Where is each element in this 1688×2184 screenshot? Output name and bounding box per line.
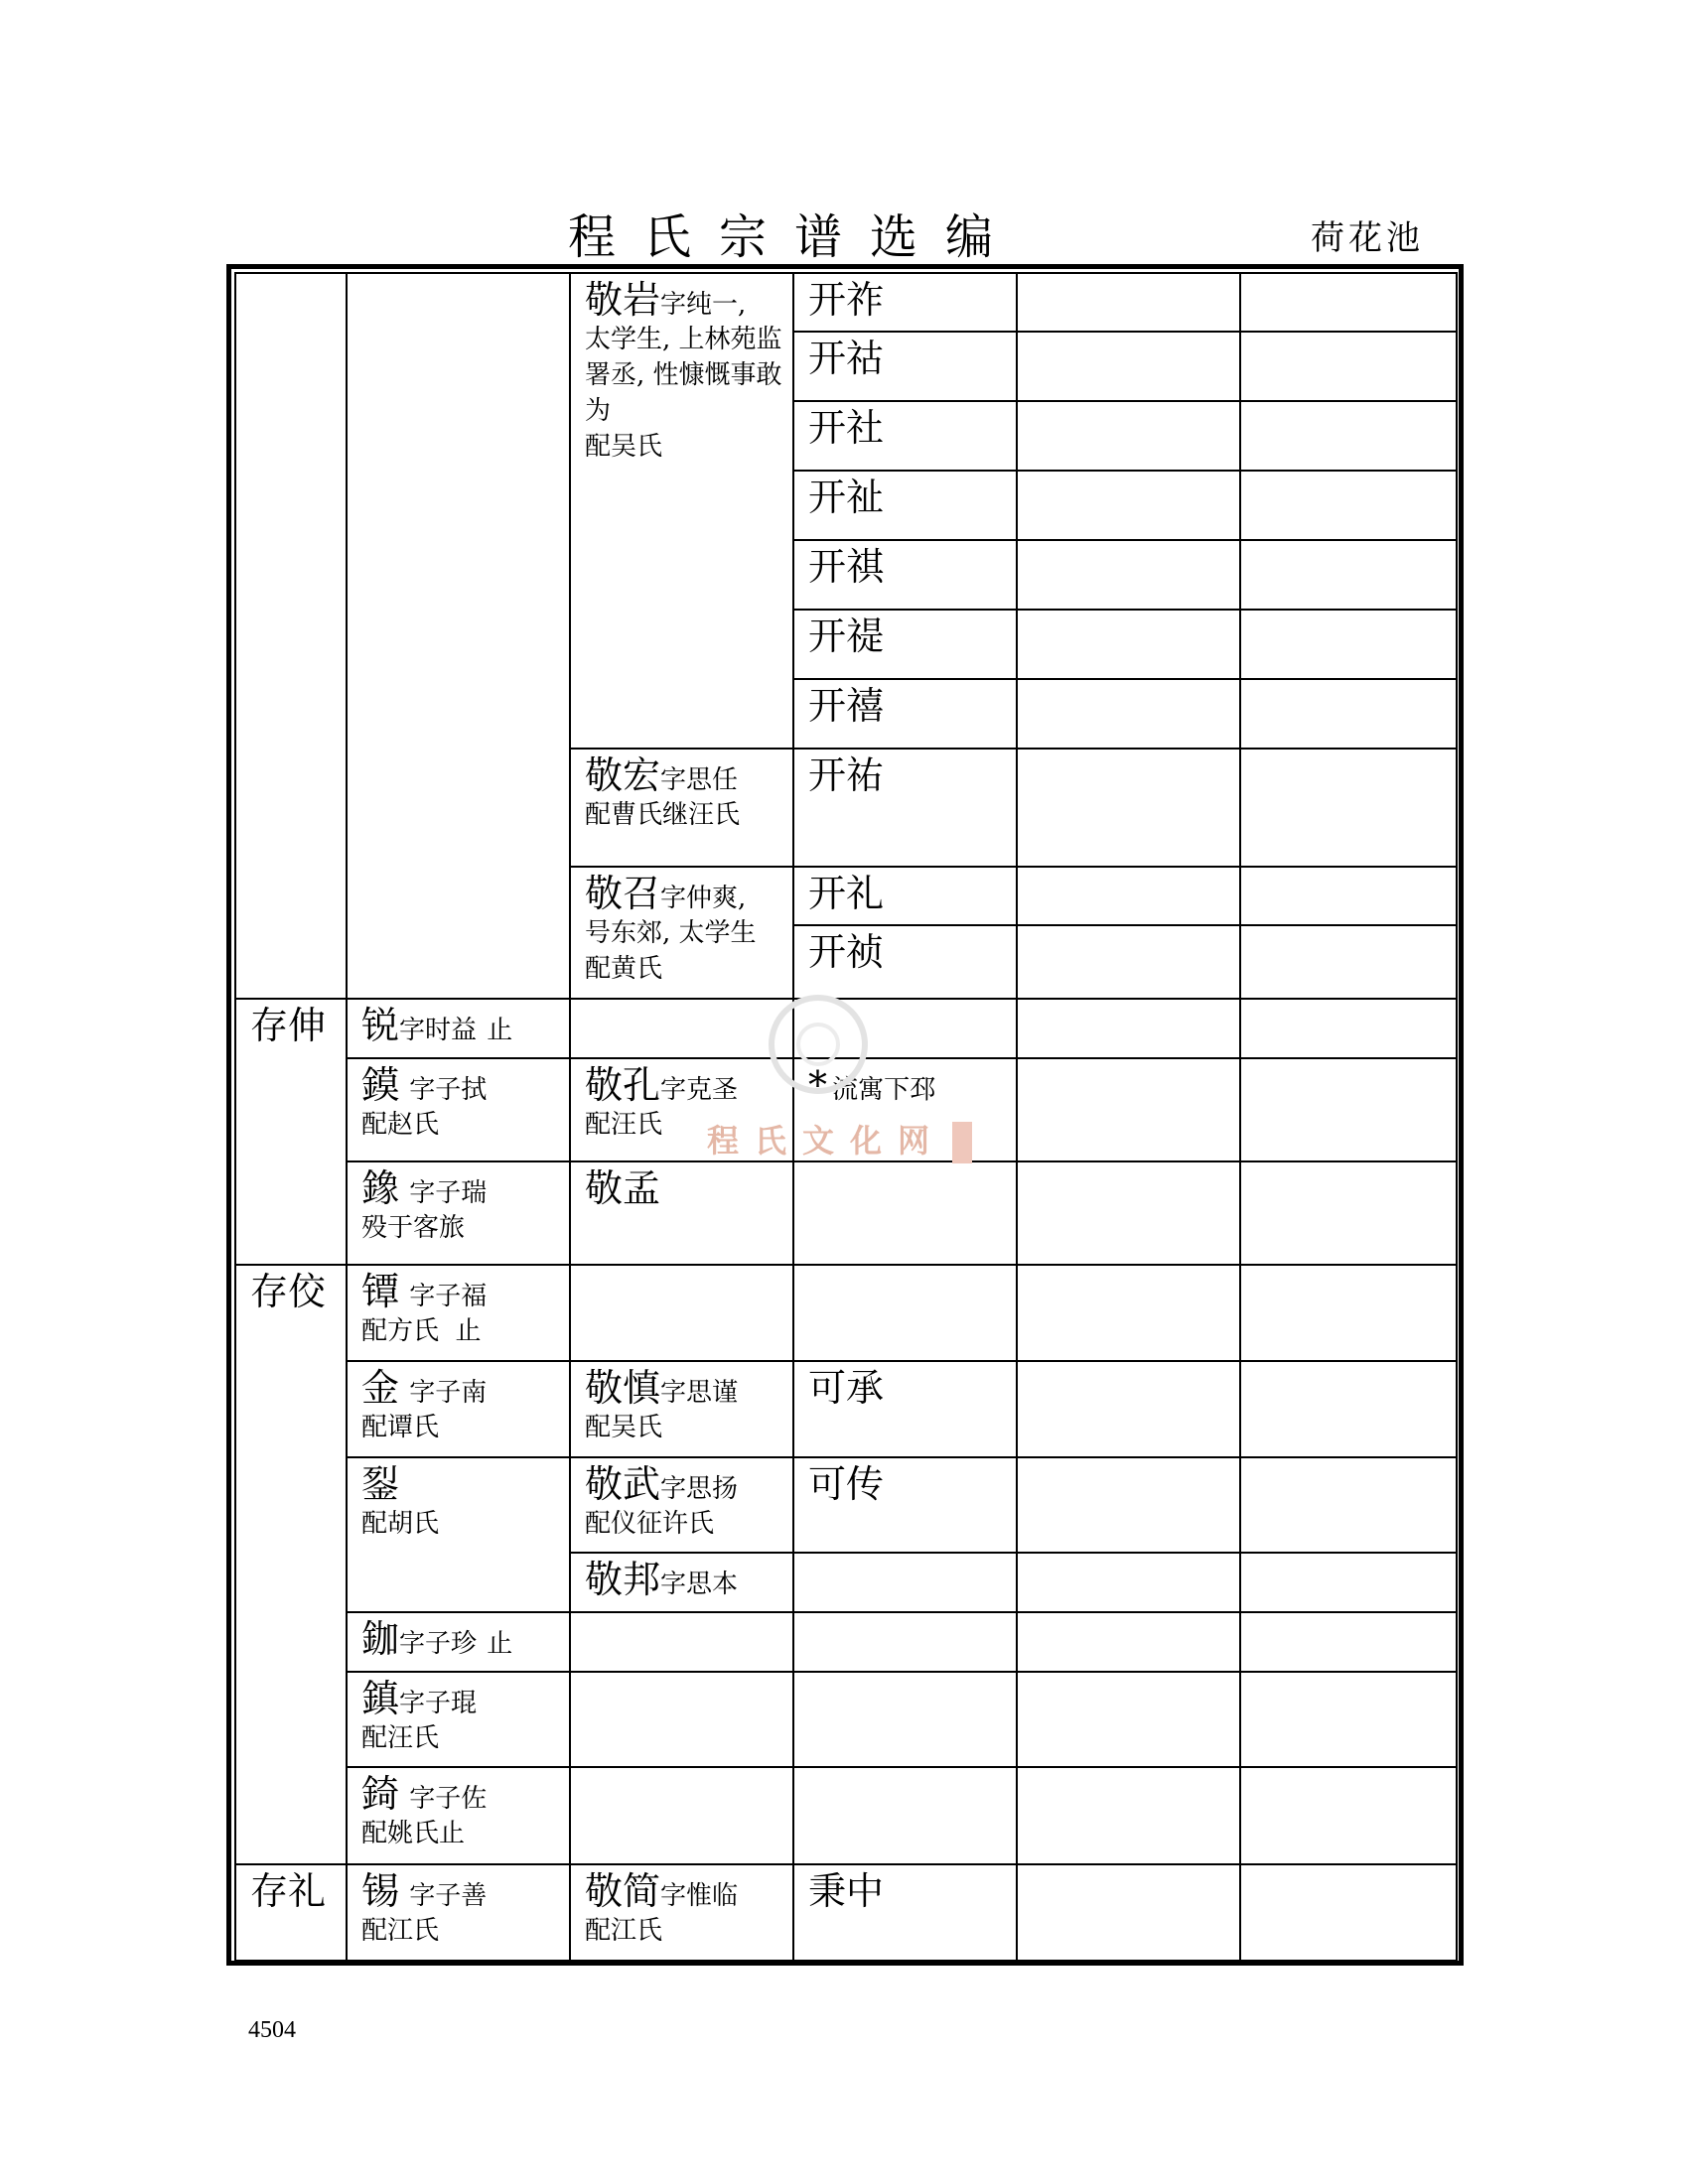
spouse-note: 配汪氏 (361, 1723, 440, 1753)
gen5-cell (1017, 273, 1240, 332)
gen5-cell (1017, 1864, 1240, 1961)
gen6-cell (1240, 610, 1457, 679)
gen3-cell (570, 1161, 793, 1265)
gen5-cell (1017, 1161, 1240, 1265)
biography-note: 号东郊, 太学生 (585, 918, 757, 948)
spouse-note: 配吴氏 (585, 432, 663, 462)
gen4-cell (793, 679, 1017, 749)
gen4-cell (793, 540, 1017, 610)
spouse-note: 配曹氏继汪氏 (585, 800, 741, 830)
person-name: 开礼 (808, 872, 885, 915)
table-row (235, 1265, 1457, 1361)
courtesy-name: 字子佐 (409, 1784, 488, 1814)
person-name: 敬邦 (585, 1558, 661, 1601)
courtesy-name: 字子南 (409, 1378, 488, 1408)
spouse-note: 配汪氏 (585, 1110, 663, 1140)
spouse-note: 配黄氏 (585, 954, 663, 984)
gen3-cell (570, 1767, 793, 1864)
gen3-cell (570, 1058, 793, 1161)
person-name: 开祜 (808, 337, 885, 380)
courtesy-name: 字思谨 (660, 1378, 739, 1408)
gen2-cell (347, 1767, 570, 1864)
spouse-note: 配江氏 (585, 1916, 663, 1946)
genealogy-table (234, 272, 1458, 1962)
person-name: 秉中 (808, 1869, 885, 1913)
gen6-cell (1240, 1361, 1457, 1457)
gen3-cell (570, 1864, 793, 1961)
gen6-cell (1240, 1058, 1457, 1161)
gen4-cell (793, 999, 1017, 1058)
gen2-cell (347, 1361, 570, 1457)
person-name: 敬简 (585, 1869, 661, 1913)
person-name: 鐌 (361, 1166, 400, 1210)
gen3-cell (570, 1457, 793, 1553)
gen6-cell (1240, 1457, 1457, 1553)
person-name: 开祚 (808, 278, 885, 322)
person-name: 开祺 (808, 545, 885, 589)
gen6-cell (1240, 867, 1457, 925)
gen6-cell (1240, 540, 1457, 610)
table-row (235, 1161, 1457, 1265)
gen5-cell (1017, 1612, 1240, 1672)
table-row (235, 1767, 1457, 1864)
gen6-cell (1240, 401, 1457, 471)
gen3-cell (570, 1361, 793, 1457)
gen2-cell (347, 999, 570, 1058)
gen2-cell (347, 1672, 570, 1767)
gen5-cell (1017, 332, 1240, 401)
courtesy-name: 字子珍 (399, 1629, 478, 1659)
asterisk-mark: * (808, 1063, 827, 1107)
courtesy-name: 字思扬 (660, 1474, 739, 1504)
gen5-cell (1017, 540, 1240, 610)
gen4-cell (793, 1767, 1017, 1864)
gen5-cell (1017, 610, 1240, 679)
gen3-cell (570, 1553, 793, 1612)
gen4-cell (793, 1672, 1017, 1767)
gen4-cell (793, 471, 1017, 540)
gen2-cell (347, 1457, 570, 1612)
spouse-note: 配谭氏 (361, 1413, 440, 1442)
spouse-note (361, 1313, 559, 1349)
gen4-cell (793, 1612, 1017, 1672)
gen5-cell (1017, 679, 1240, 749)
spouse-note: 配胡氏 (361, 1509, 440, 1539)
gen5-cell (1017, 401, 1240, 471)
gen6-cell (1240, 1767, 1457, 1864)
table-row (235, 1058, 1457, 1161)
courtesy-name: 字子琨 (399, 1689, 478, 1718)
gen5-cell (1017, 1361, 1240, 1457)
person-name: 开祯 (808, 930, 885, 974)
gen4-cell (793, 1058, 1017, 1161)
gen4-cell (793, 749, 1017, 867)
person-name: 敬召 (585, 872, 661, 915)
spouse-note: 配吴氏 (585, 1413, 663, 1442)
gen5-cell (1017, 1058, 1240, 1161)
gen5-cell (1017, 867, 1240, 925)
person-name: 鎮 (361, 1677, 400, 1720)
person-name: 敬孔 (585, 1063, 661, 1107)
gen4-cell (793, 610, 1017, 679)
courtesy-name: 字思任 (660, 765, 739, 795)
gen2-cell (347, 1161, 570, 1265)
table-row (235, 273, 1457, 332)
gen4-cell (793, 867, 1017, 925)
person-name: 敬慎 (585, 1366, 661, 1410)
table-row (235, 1864, 1457, 1961)
gen4-cell (793, 1457, 1017, 1553)
person-name: 敬岩 (585, 278, 661, 322)
gen1-cell (235, 999, 347, 1265)
gen4-cell (793, 1265, 1017, 1361)
gen3-cell (570, 1612, 793, 1672)
gen4-cell (793, 925, 1017, 999)
place-name: 荷花池 (1311, 218, 1424, 258)
gen6-cell (1240, 1672, 1457, 1767)
gen6-cell (1240, 273, 1457, 332)
gen3-cell (570, 1672, 793, 1767)
person-name: 开禧 (808, 684, 885, 728)
courtesy-name: 字仲爽, (660, 884, 747, 913)
gen6-cell (1240, 679, 1457, 749)
person-name: 开祐 (808, 753, 885, 797)
courtesy-name: 字子善 (409, 1881, 488, 1911)
gen6-cell (1240, 332, 1457, 401)
spouse-note: 配江氏 (361, 1916, 440, 1946)
gen2-cell (347, 1864, 570, 1961)
gen2-cell (347, 1265, 570, 1361)
person-name: 锡 (361, 1869, 400, 1913)
gen6-cell (1240, 925, 1457, 999)
gen5-cell (1017, 471, 1240, 540)
person-name: 鏌 (361, 1063, 400, 1107)
person-name: 鉫 (361, 1617, 400, 1661)
courtesy-name: 字子瑞 (409, 1178, 488, 1208)
biography-note: 殁于客旅 (361, 1213, 466, 1243)
courtesy-name: 字子拭 (409, 1075, 488, 1105)
watermark-text: 程氏文化网 (707, 1122, 946, 1160)
gen1-cell (235, 1265, 347, 1864)
person-name: 可承 (808, 1366, 885, 1410)
gen6-cell (1240, 1161, 1457, 1265)
gen1-cell (235, 273, 347, 999)
person-name: 金 (361, 1366, 400, 1410)
person-name: 存佼 (250, 1270, 327, 1313)
table-row (235, 999, 1457, 1058)
person-name: 可传 (808, 1462, 885, 1506)
gen5-cell (1017, 1457, 1240, 1553)
gen3-cell (570, 1265, 793, 1361)
table-row (235, 1672, 1457, 1767)
page-title: 程氏宗谱选编 (567, 209, 1021, 265)
courtesy-name: 字子福 (409, 1282, 488, 1311)
spouse-note: 配仪征许氏 (585, 1509, 715, 1539)
gen5-cell (1017, 1265, 1240, 1361)
gen5-cell (1017, 1672, 1240, 1767)
table-row (235, 1361, 1457, 1457)
spouse-note: 配赵氏 (361, 1110, 440, 1140)
gen4-cell (793, 273, 1017, 332)
gen5-cell (1017, 1767, 1240, 1864)
gen4-cell (793, 1553, 1017, 1612)
person-name: 敬孟 (585, 1166, 661, 1210)
line-end-mark: 止 (487, 1016, 513, 1045)
gen4-cell (793, 401, 1017, 471)
person-name: 开祉 (808, 476, 885, 519)
line-end-mark: 止 (455, 1316, 482, 1346)
courtesy-name: 字克圣 (660, 1075, 739, 1105)
gen2-cell (347, 273, 570, 999)
person-name: 镡 (361, 1270, 400, 1313)
person-name: 銐 (361, 1462, 400, 1506)
gen6-cell (1240, 1864, 1457, 1961)
gen5-cell (1017, 925, 1240, 999)
gen5-cell (1017, 749, 1240, 867)
courtesy-name: 字纯一, (660, 290, 747, 320)
gen4-cell (793, 1161, 1017, 1265)
gen6-cell (1240, 749, 1457, 867)
person-name: 錡 (361, 1772, 400, 1816)
gen6-cell (1240, 1612, 1457, 1672)
gen2-cell (347, 1058, 570, 1161)
gen6-cell (1240, 999, 1457, 1058)
table-row (235, 1612, 1457, 1672)
biography-note: 太学生, 上林苑监署丞, 性慷慨事敢为 (585, 325, 782, 426)
gen6-cell (1240, 1553, 1457, 1612)
gen4-cell (793, 332, 1017, 401)
person-name: 开禔 (808, 614, 885, 658)
person-name: 存礼 (250, 1869, 327, 1913)
spouse-text: 配方氏 (361, 1316, 440, 1346)
gen4-cell (793, 1864, 1017, 1961)
courtesy-name: 字惟临 (660, 1881, 739, 1911)
gen6-cell (1240, 1265, 1457, 1361)
gen3-cell (570, 867, 793, 999)
person-name: 敬宏 (585, 753, 661, 797)
person-name: 敬武 (585, 1462, 661, 1506)
gen4-cell (793, 1361, 1017, 1457)
person-name: 锐 (361, 1004, 400, 1047)
person-name: 存伸 (250, 1004, 327, 1047)
gen2-cell (347, 1612, 570, 1672)
gen5-cell (1017, 1553, 1240, 1612)
gen3-cell (570, 273, 793, 749)
spouse-note: 配姚氏止 (361, 1819, 466, 1848)
page-number: 4504 (248, 2017, 296, 2043)
gen1-cell (235, 1864, 347, 1961)
migration-note: 流寓下邳 (832, 1075, 936, 1105)
gen5-cell (1017, 999, 1240, 1058)
gen6-cell (1240, 471, 1457, 540)
person-name: 开社 (808, 406, 885, 450)
gen3-cell (570, 999, 793, 1058)
courtesy-name: 字思本 (660, 1570, 739, 1599)
gen3-cell (570, 749, 793, 867)
courtesy-name: 字时益 (399, 1016, 478, 1045)
line-end-mark: 止 (487, 1629, 513, 1659)
table-row (235, 1457, 1457, 1553)
